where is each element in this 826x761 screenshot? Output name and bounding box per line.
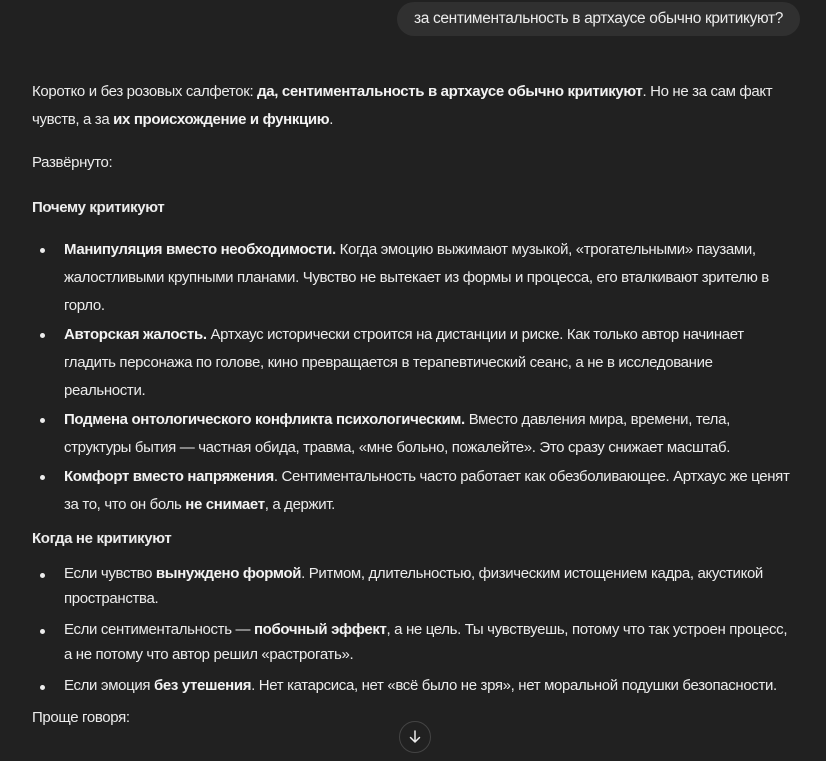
list-item (32, 561, 792, 611)
list-item (32, 673, 792, 698)
list-item (32, 321, 792, 405)
bold-text: Подмена онтологического конфликта психологическим. (64, 411, 465, 428)
arrow-down-icon (407, 729, 423, 745)
list-item (32, 236, 792, 320)
scroll-to-bottom-button[interactable] (399, 721, 431, 753)
intro-paragraph (32, 78, 792, 134)
text-run: . (329, 111, 334, 128)
bold-text: побочный эффект (253, 621, 387, 638)
text-run: Коротко и без розовых салфеток: (32, 83, 258, 100)
user-message-text: за сентиментальность в артхаусе обычно критикуют? (413, 10, 783, 27)
when-not-list (32, 561, 792, 698)
bold-text: без утешения (154, 677, 252, 694)
summary-label: Проще говоря: (32, 709, 130, 726)
list-item (32, 406, 792, 462)
bold-text: Манипуляция вместо необходимости. (64, 241, 336, 258)
bold-text: да, сентиментальность в артхаусе обычно критикуют (257, 83, 643, 100)
text-run: Если чувство (64, 565, 156, 582)
when-not-heading: Когда не критикуют (32, 530, 172, 547)
text-run: Когда эмоцию выжимают музыкой, «трогательными» паузами, жалостливыми крупными планами. Чувство не вытекает из формы и процесса, его вталкивают зрителю в горло. (64, 241, 769, 314)
expanded-label: Развёрнуто: (32, 154, 113, 171)
list-item (32, 463, 792, 519)
bold-text: Комфорт вместо напряжения (64, 468, 274, 485)
why-list (32, 236, 792, 519)
assistant-message (32, 78, 792, 732)
text-run: , а не цель. Ты чувствуешь, потому что так устроен процесс, а не потому что автор решил «растрогать». (64, 621, 788, 663)
user-message-bubble (397, 2, 800, 36)
text-run: . Сентиментальность часто работает как обезболивающее. Артхаус же ценят за то, что он боль (64, 468, 790, 513)
list-item (32, 617, 792, 667)
text-run: Если сентиментальность — (64, 621, 254, 638)
text-run: Артхаус исторически строится на дистанции и риске. Как только автор начинает гладить персонажа по голове, кино превращается в терапевтический сеанс, а не в исследование реальности. (64, 326, 744, 399)
text-run: . Нет катарсиса, нет «всё было не зря», нет моральной подушки безопасности. (251, 677, 777, 694)
text-run: Если эмоция (64, 677, 155, 694)
text-run: . Но не за сам факт чувств, а за (32, 83, 773, 128)
text-run: . Ритмом, длительностью, физическим истощением кадра, акустикой пространства. (64, 565, 763, 607)
bold-text: Авторская жалость. (64, 326, 207, 343)
bold-text: вынуждено формой (155, 565, 302, 582)
text-run: , а держит. (264, 496, 335, 513)
bold-text: их происхождение и функцию (113, 111, 330, 128)
text-run: Вместо давления мира, времени, тела, структуры бытия — частная обида, травма, «мне больно, пожалейте». Это сразу снижает масштаб. (64, 411, 731, 456)
why-heading: Почему критикуют (32, 199, 165, 216)
bold-text: не снимает (185, 496, 265, 513)
